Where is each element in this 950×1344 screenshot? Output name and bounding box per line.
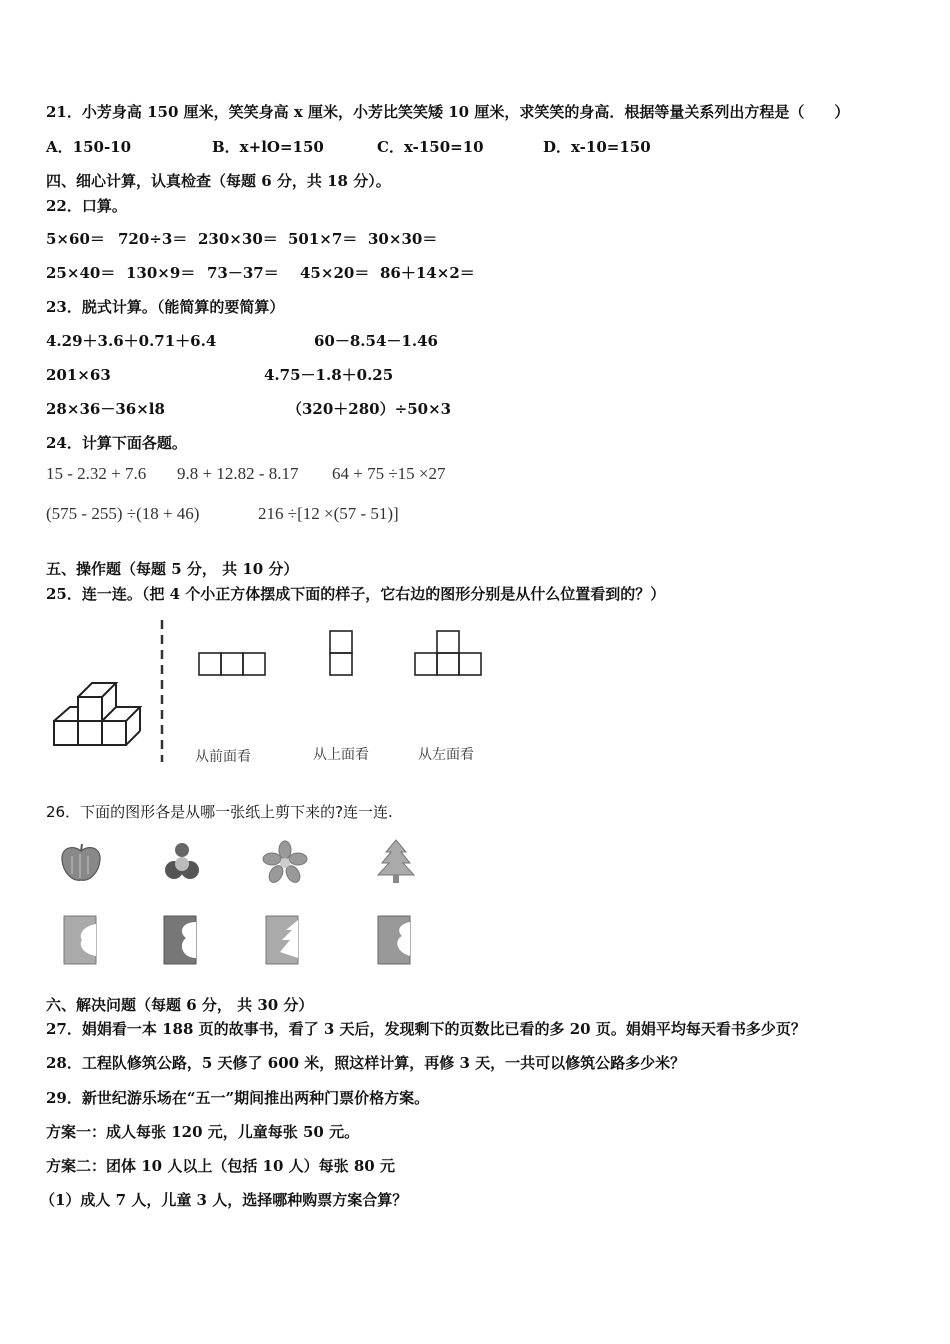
cube-stack-figure [50,675,150,747]
q21-option-c: C．x-150=10 [377,138,484,156]
q23-item: （320＋280）÷50×3 [287,400,452,418]
q22-r2-item: 73－37＝ [207,264,279,282]
q22-r1-item: 5×60＝ [46,230,105,248]
flower-icon [262,840,308,884]
q23-item: 60－8.54－1.46 [314,332,438,350]
q24-expr: 15 - 2.32 + 7.6 [46,464,147,483]
q26-title: 26．下面的图形各是从哪一张纸上剪下来的?连一连. [46,803,393,821]
q22-r1-item: 230×30＝ [198,230,278,248]
section-4-title: 四、细心计算，认真检查（每题 6 分，共 18 分）。 [46,172,391,190]
q25-title: 25．连一连。（把 4 个小正方体摆成下面的样子，它右边的图形分别是从什么位置看到的？） [46,585,666,603]
section-5-title: 五、操作题（每题 5 分， 共 10 分） [46,560,299,578]
q22-r2-item: 130×9＝ [126,264,196,282]
view-shape-t [414,630,482,676]
caption-top-view: 从上面看 [313,747,369,763]
apple-icon [58,842,104,884]
q22-r2-item: 45×20＝ [300,264,370,282]
q22-title: 22．口算。 [46,197,127,215]
q22-r1-item: 30×30＝ [368,230,438,248]
q28-text: 28．工程队修筑公路，5 天修了 600 米，照这样计算，再修 3 天，一共可以修筑公路多少米？ [46,1054,686,1072]
q27-text: 27．娟娟看一本 188 页的故事书，看了 3 天后，发现剩下的页数比已看的多 20 页。娟娟平均每天看书多少页？ [46,1020,806,1038]
q23-item: 4.29＋3.6＋0.71＋6.4 [46,332,217,350]
q21-option-b: B．x+lO=150 [212,138,324,156]
q23-item: 4.75－1.8＋0.25 [264,366,394,384]
section-6-title: 六、解决问题（每题 6 分， 共 30 分） [46,996,314,1014]
q29-sub-1: （1）成人 7 人，儿童 3 人，选择哪种购票方案合算？ [40,1191,408,1209]
caption-front-view: 从前面看 [195,749,251,765]
q24-expr: (575 - 255) ÷(18 + 46) [46,504,200,523]
q22-r2-item: 25×40＝ [46,264,116,282]
gourd-icon [164,840,200,884]
q29-plan-2: 方案二：团体 10 人以上（包括 10 人）每张 80 元 [46,1157,395,1175]
q21-stem: 21．小芳身高 150 厘米，笑笑身高 x 厘米，小芳比笑笑矮 10 厘米，求笑笑的身高．根据等量关系列出方程是（ ） [46,103,850,121]
paper-sheet-2 [160,912,200,968]
q21-option-a: A．150-10 [46,138,132,156]
q22-r2-item: 86＋14×2＝ [380,264,475,282]
q23-item: 201×63 [46,366,111,384]
caption-left-view: 从左面看 [418,747,474,763]
view-shape-three-row [198,652,266,676]
pine-tree-icon [376,838,416,884]
q21-option-d: D．x-10=150 [543,138,651,156]
q24-expr: 9.8 + 12.82 - 8.17 [177,464,299,483]
paper-sheet-3 [262,912,302,968]
q23-title: 23．脱式计算。（能简算的要简算） [46,298,285,316]
q29-text: 29．新世纪游乐场在“五一”期间推出两种门票价格方案。 [46,1089,430,1107]
dashed-divider [158,620,166,762]
q22-r1-item: 501×7＝ [288,230,358,248]
q23-item: 28×36－36×l8 [46,400,165,418]
q24-expr: 216 ÷[12 ×(57 - 51)] [258,504,399,523]
paper-sheet-4 [374,912,414,968]
q24-title: 24．计算下面各题。 [46,434,187,452]
q24-expr: 64 + 75 ÷15 ×27 [332,464,446,483]
q29-plan-1: 方案一：成人每张 120 元，儿童每张 50 元。 [46,1123,360,1141]
paper-sheet-1 [60,912,100,968]
view-shape-two-stack [329,630,353,676]
q22-r1-item: 720÷3＝ [118,230,188,248]
